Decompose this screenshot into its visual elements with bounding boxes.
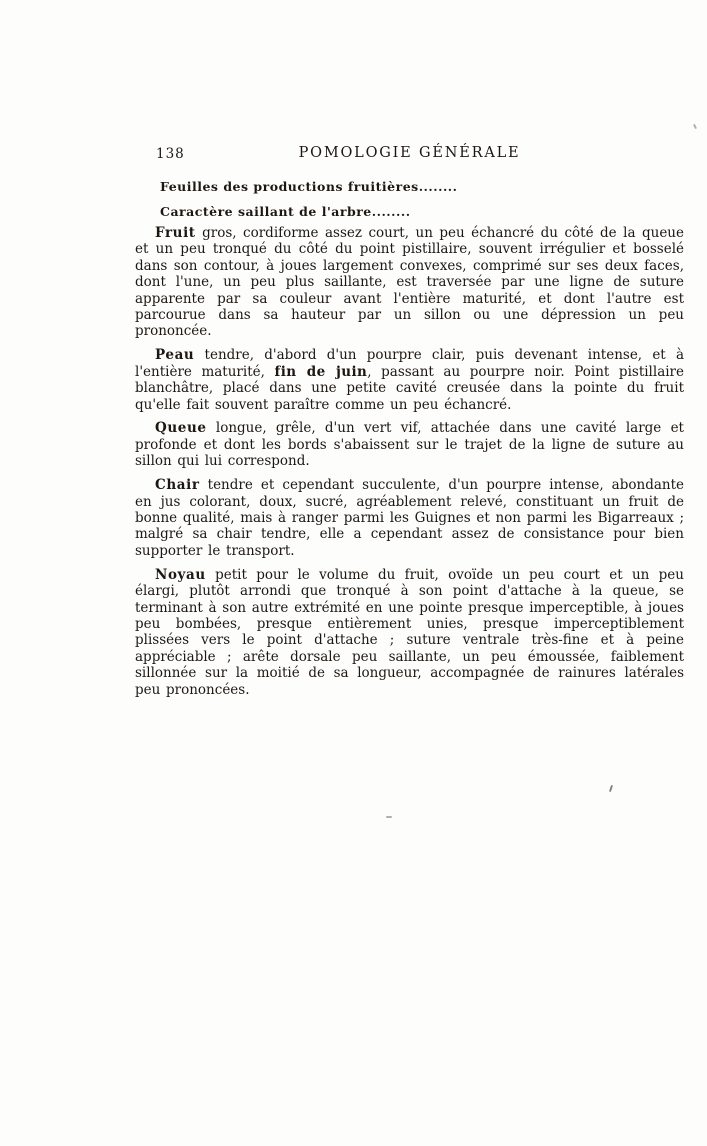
paragraph-fruit-body: gros, cordiforme assez court, un peu échancré du côté de la queue et un peu tronqué du côté du point pistillaire, souvent irrégulier et bosselé dans son contour, à joues largement convexes, comprimé sur ses deux faces, dont l'une, un peu plus saillante, est traversée par une ligne de suture apparente par sa couleur avant l'entière maturité, et dont l'autre est parcourue dans sa hauteur par un sillon ou une dépression un peu prononcée. [135,225,684,340]
paragraph-noyau [135,567,684,698]
paragraph-queue [135,420,684,469]
paragraph-peau-body-before: tendre, d'abord d'un pourpre clair, puis devenant intense, et à l'entière maturité, [135,347,684,380]
lead-word-queue: Queue [155,420,207,437]
page-body [135,178,684,705]
running-header [135,145,684,163]
lead-word-peau: Peau [155,347,195,364]
lead-word-chair: Chair [155,477,200,494]
paragraph-chair-body: tendre et cependant succulente, d'un pourpre intense, abondante en jus colorant, doux, sucré, agréablement relevé, constituant un fruit de bonne qualité, mais à ranger parmi les Guignes et non parmi les Bigarreaux ; malgré sa chair tendre, elle a cependant assez de consistance pour bien supporter le transport. [135,477,684,559]
headline-feuilles: Feuilles des productions fruitières........ [160,179,458,194]
scan-artifact-tick [609,785,613,792]
headline-caractere: Caractère saillant de l'arbre........ [160,204,411,219]
inline-bold-fin-de-juin: fin de juin [274,363,368,380]
scan-artifact-dash [386,816,392,818]
paragraph-queue-body: longue, grêle, d'un vert vif, attachée dans une cavité large et profonde et dont les bords s'abaissent sur le trajet de la ligne de suture au sillon qui lui correspond. [135,420,684,470]
lead-word-noyau: Noyau [155,566,206,583]
lead-word-fruit: Fruit [155,225,196,241]
scan-artifact-corner [693,124,697,129]
paragraph-fruit [135,225,684,340]
paragraph-peau [135,347,684,413]
page-number: 138 [156,146,185,162]
paragraph-noyau-body: petit pour le volume du fruit, ovoïde un peu court et un peu élargi, plutôt arrondi que tronqué à son point d'attache à la queue, se terminant à son autre extrémité en une pointe presque imperceptible, à joues peu bombées, presque entièrement unies, presque imperceptiblement plissées vers le point d'attache ; suture ventrale très-fine et à peine appréciable ; arête dorsale peu saillante, un peu émoussée, faiblement sillonnée sur la moitié de sa longueur, accompagnée de rainures latérales peu prononcées. [135,566,684,698]
running-title: POMOLOGIE GÉNÉRALE [298,145,521,161]
paragraph-chair [135,477,684,559]
paragraph-peau-body-after: , passant au pourpre noir. Point pistillaire blanchâtre, placé dans une petite cavité creusée dans la pointe du fruit qu'elle fait souvent paraître comme un peu échancré. [135,363,685,413]
